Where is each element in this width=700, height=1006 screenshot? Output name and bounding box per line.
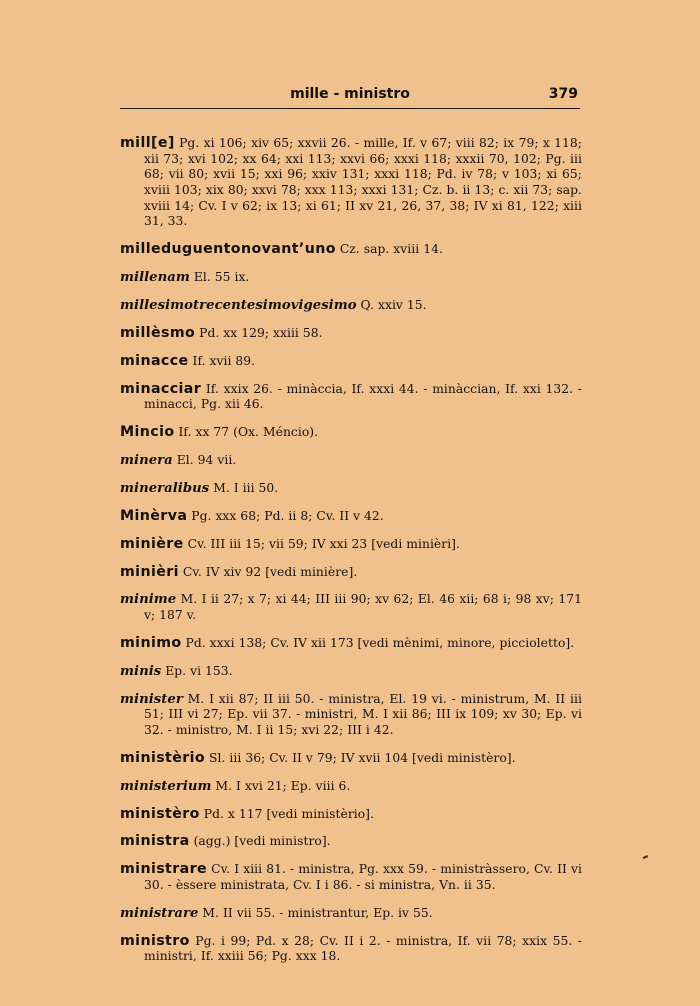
- headword: ministrare: [120, 905, 199, 921]
- entry: [120, 751, 582, 767]
- entry: [120, 326, 582, 342]
- entry: [120, 509, 582, 525]
- headword: Mincio: [120, 424, 175, 441]
- entry: [120, 481, 582, 497]
- headword: ministrare: [120, 861, 208, 878]
- headword: ministro: [120, 932, 190, 949]
- headword: minièri: [120, 563, 179, 580]
- entry: [120, 242, 582, 258]
- headword: ministerium: [120, 778, 212, 794]
- ink-speck: [643, 855, 648, 859]
- headword: ministra: [120, 833, 190, 850]
- headword: millesimotrecentesimovigesimo: [120, 297, 357, 313]
- entry-text: (agg.) [vedi ministro].: [189, 834, 331, 849]
- entry-text: M. I ii 27; x 7; xi 44; III iii 90; xv 62; El. 46 xii; 68 i; 98 xv; 171 v; 187 v.: [144, 592, 582, 623]
- entry-text: Cv. III iii 15; vii 59; IV xxi 23 [vedi minièri].: [183, 536, 460, 551]
- headword: minister: [120, 691, 183, 707]
- entry-text: Pd. xx 129; xxiii 58.: [195, 325, 323, 340]
- entry: [120, 537, 582, 553]
- entry: [120, 453, 582, 469]
- headword: ministèrio: [120, 749, 206, 766]
- headword: mineralibus: [120, 480, 210, 496]
- entry-text: M. II vii 55. - ministrantur, Ep. iv 55.: [198, 905, 433, 920]
- entry: [120, 664, 582, 680]
- entry-text: M. I xii 87; II iii 50. - ministra, El. 19 vi. - ministrum, M. II iii 51; III vi 27; Ep. vii 37. - ministri, M. I xii 86; III ix 109; xv 30; Ep. vi 32. - ministro, M. I ii 15; xvi 22; III i 42.: [144, 691, 582, 737]
- headword: Minèrva: [120, 507, 188, 524]
- entry: [120, 834, 582, 850]
- entry: [120, 692, 582, 739]
- headword: ministèro: [120, 805, 200, 822]
- headword: minera: [120, 452, 173, 468]
- headword: minacce: [120, 352, 189, 369]
- page-number: 379: [548, 86, 578, 102]
- entry-text: El. 94 vii.: [172, 452, 237, 467]
- entry-text: Pg. xxx 68; Pd. ii 8; Cv. II v 42.: [187, 508, 384, 523]
- entry-text: Cv. I xiii 81. - ministra, Pg. xxx 59. - ministràssero, Cv. II vi 30. - èssere ministrata, Cv. I i 86. - si ministra, Vn. ii 35.: [144, 862, 582, 892]
- entry-text: Pd. x 117 [vedi ministèrio].: [199, 806, 374, 821]
- entry: [120, 807, 582, 823]
- headword: millèsmo: [120, 324, 196, 341]
- entry: [120, 354, 582, 370]
- entry-text: Cz. sap. xviii 14.: [335, 242, 443, 257]
- entry-text: M. I iii 50.: [209, 480, 279, 495]
- headword: minime: [120, 592, 177, 608]
- entry-text: Sl. iii 36; Cv. II v 79; IV xvii 104 [vedi ministèro].: [205, 750, 516, 765]
- entry: [120, 270, 582, 286]
- entry: [120, 862, 582, 893]
- entry-text: Pg. i 99; Pd. x 28; Cv. II i 2. - ministra, If. vii 78; xxix 55. - ministri, If. xxiii 56; Pg. xxx 18.: [144, 933, 582, 964]
- entry: [120, 565, 582, 581]
- entry: [120, 934, 582, 965]
- entry-text: Pd. xxxi 138; Cv. IV xii 173 [vedi mènimi, minore, piccioletto].: [181, 635, 575, 650]
- headword: mill[e]: [120, 135, 175, 152]
- entry-text: Q. xxiv 15.: [356, 297, 427, 312]
- entry-text: M. I xvi 21; Ep. viii 6.: [211, 778, 351, 793]
- entry: [120, 779, 582, 795]
- entry-text: Ep. vi 153.: [161, 663, 233, 678]
- entry-text: Cv. IV xiv 92 [vedi minière].: [178, 564, 358, 579]
- headword: millenam: [120, 270, 190, 286]
- headword: minis: [120, 663, 162, 679]
- entry: [120, 136, 582, 230]
- running-head: [120, 86, 580, 109]
- entry-text: El. 55 ix.: [189, 270, 250, 285]
- entry: [120, 636, 582, 652]
- headword: minimo: [120, 634, 182, 651]
- entry-text: If. xvii 89.: [188, 353, 256, 368]
- entry: [120, 298, 582, 314]
- entry-text: If. xx 77 (Ox. Méncio).: [174, 425, 319, 440]
- entry: [120, 592, 582, 623]
- entry-list: [120, 124, 582, 970]
- entry-text: If. xxix 26. - minàccia, If. xxxi 44. - minàccian, If. xxi 132. - minacci, Pg. xii 46.: [144, 381, 582, 412]
- entry: [120, 425, 582, 441]
- entry-text: Pg. xi 106; xiv 65; xxvii 26. - mille, If. v 67; viii 82; ix 79; x 118; xii 73; xvi 102; xx 64; xxi 113; xxvi 66; xxxi 118; xxxii 70, 102; Pg. iii 68; vii 80; xvii 15; xxi 96; xxiv 131; xxxi 118; Pd. iv 78; v 103; xi 65; xviii 103; xix 80; xxvi 78; xxx 113; xxxi 131; Cz. b. ii 13; c. xii 73; sap. xviii 14; Cv. I v 62; ix 13; xi 61; II xv 21, 26, 37, 38; IV xi 81, 122; xiii 31, 33.: [144, 136, 582, 229]
- running-title: mille - ministro: [290, 86, 410, 102]
- entry: [120, 382, 582, 413]
- entry: [120, 906, 582, 922]
- headword: minacciar: [120, 380, 202, 397]
- headword: milleduguentonovant’uno: [120, 241, 336, 258]
- headword: minière: [120, 535, 184, 552]
